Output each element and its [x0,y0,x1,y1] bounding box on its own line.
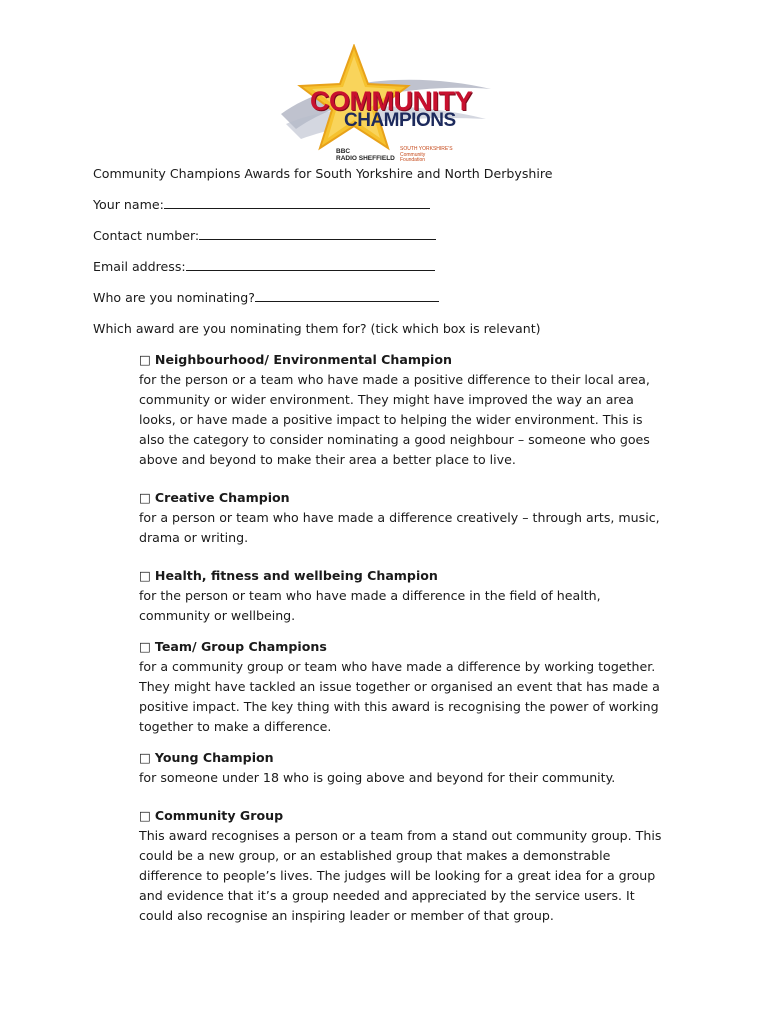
email-input-line[interactable] [186,257,435,271]
foundation-line2: Community [400,151,426,158]
bbc-text: BBC [336,148,351,155]
award-health [139,566,671,626]
award-description: for the person or a team who have made a positive difference to their local area, community or wider environment. They might have improved the way an area looks, or have made a positive impact to helping the wider environment. This is also the category to consider nominating a good neighbour – someone who goes above and beyond to make their area a better place to live. [139,372,650,467]
award-heading [139,488,671,508]
email-field[interactable] [93,257,693,277]
award-creative [139,488,671,548]
award-title: Health, fitness and wellbeing Champion [154,568,438,583]
name-label: Your name: [93,197,164,212]
community-foundation-logo [400,147,453,164]
name-field[interactable] [93,195,693,215]
award-title: Young Champion [154,750,274,765]
award-description: for someone under 18 who is going above and beyond for their community. [139,770,616,785]
contact-label: Contact number: [93,228,200,243]
award-heading [139,350,671,370]
award-description: for the person or team who have made a difference in the field of health, community or wellbeing. [139,588,601,623]
award-young [139,748,671,788]
award-checkbox[interactable]: □ [139,639,151,654]
community-champions-logo [276,44,496,166]
email-label: Email address: [93,259,186,274]
logo-champions-text: CHAMPIONS [344,110,456,131]
foundation-line1: SOUTH YORKSHIRE'S [400,146,453,152]
award-neighbourhood [139,350,671,470]
award-title: Team/ Group Champions [154,639,327,654]
award-checkbox[interactable]: □ [139,750,151,765]
award-checkbox[interactable]: □ [139,352,151,367]
contact-field[interactable] [93,226,693,246]
award-team-group [139,637,671,737]
award-question: Which award are you nominating them for? (tick which box is relevant) [93,321,541,336]
bbc-radio-sheffield-logo [336,148,395,162]
radio-sheffield-text: RADIO SHEFFIELD [336,155,395,162]
award-heading [139,566,671,586]
nominee-label: Who are you nominating? [93,290,255,305]
name-input-line[interactable] [164,195,430,209]
award-description: for a person or team who have made a difference creatively – through arts, music, drama or writing. [139,510,660,545]
award-heading [139,637,671,657]
award-title: Community Group [154,808,284,823]
award-description: This award recognises a person or a team from a stand out community group. This could be a new group, or an established group that makes a demonstrable difference to people’s lives. The judges will be looking for a great idea for a group and evidence that it’s a group needed and appreciated by the service users. It could also recognise an inspiring leader or member of that group. [139,828,662,923]
nomination-form [93,164,693,926]
award-checkbox[interactable]: □ [139,808,151,823]
nominee-input-line[interactable] [255,288,439,302]
logo-community-text: COMMUNITY [310,86,472,116]
award-heading [139,806,671,826]
award-title: Neighbourhood/ Environmental Champion [154,352,452,367]
nominee-field[interactable] [93,288,693,308]
form-title: Community Champions Awards for South Yorkshire and North Derbyshire [93,166,553,181]
award-heading [139,748,671,768]
award-title: Creative Champion [154,490,290,505]
award-checkbox[interactable]: □ [139,568,151,583]
contact-input-line[interactable] [199,226,436,240]
award-community-group [139,806,671,926]
award-description: for a community group or team who have made a difference by working together. They might have tackled an issue together or organised an event that has made a positive impact. The key thing with this award is recognising the power of working together to make a difference. [139,659,660,734]
award-checkbox[interactable]: □ [139,490,151,505]
foundation-line3: Foundation [400,157,426,163]
